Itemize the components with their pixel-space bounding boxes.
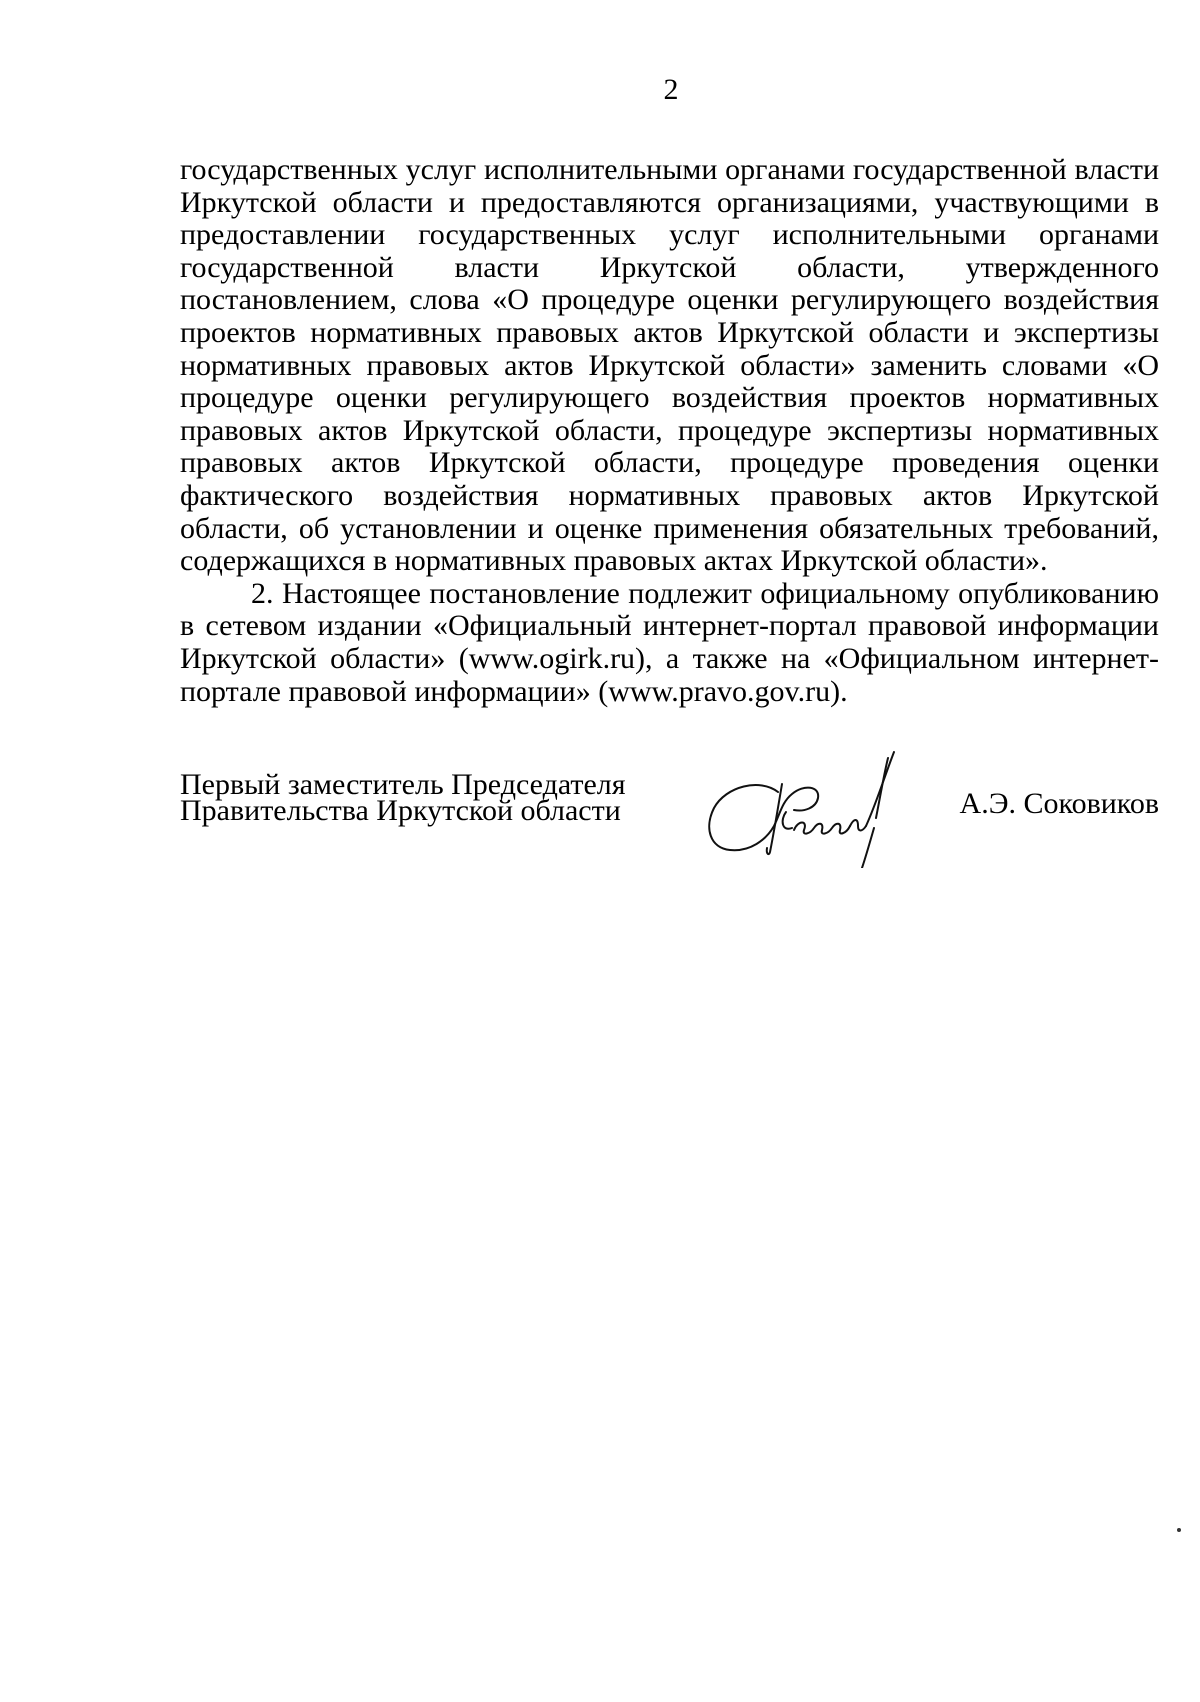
signature-block (180, 768, 1159, 872)
document-body (180, 154, 1159, 708)
signer-name: А.Э. Соковиков (959, 787, 1159, 820)
signer-position (180, 768, 626, 827)
scan-speck (1177, 1528, 1181, 1532)
signer-position-line-1: Первый заместитель Председателя (180, 768, 626, 801)
page-number: 2 (663, 73, 679, 106)
handwritten-signature-icon (700, 748, 910, 868)
signer-position-line-2: Правительства Иркутской области (180, 794, 621, 827)
body-paragraph-1: государственных услуг исполнительными органами государственной власти Иркутской области и предоставляются организациями, участвующими в предоставлении государственных услуг исполнительными органами государственной власти Иркутской области, утвержденного постановлением, слова «О процедуре оценки регулирующего воздействия проектов нормативных правовых актов Иркутской области и экспертизы нормативных правовых актов Иркутской области» заменить словами «О процедуре оценки регулирующего воздействия проектов нормативных правовых актов Иркутской области, процедуре экспертизы нормативных правовых актов Иркутской области, процедуре проведения оценки фактического воздействия нормативных правовых актов Иркутской области, об установлении и оценке применения обязательных требований, содержащихся в нормативных правовых актах Иркутской области». (180, 153, 1159, 578)
body-paragraph-2: 2. Настоящее постановление подлежит официальному опубликованию в сетевом издании «Официальный интернет-портал правовой информации Иркутской области» (www.ogirk.ru), а также на «Официальном интернет-портале правовой информации» (www.pravo.gov.ru). (180, 576, 1159, 708)
